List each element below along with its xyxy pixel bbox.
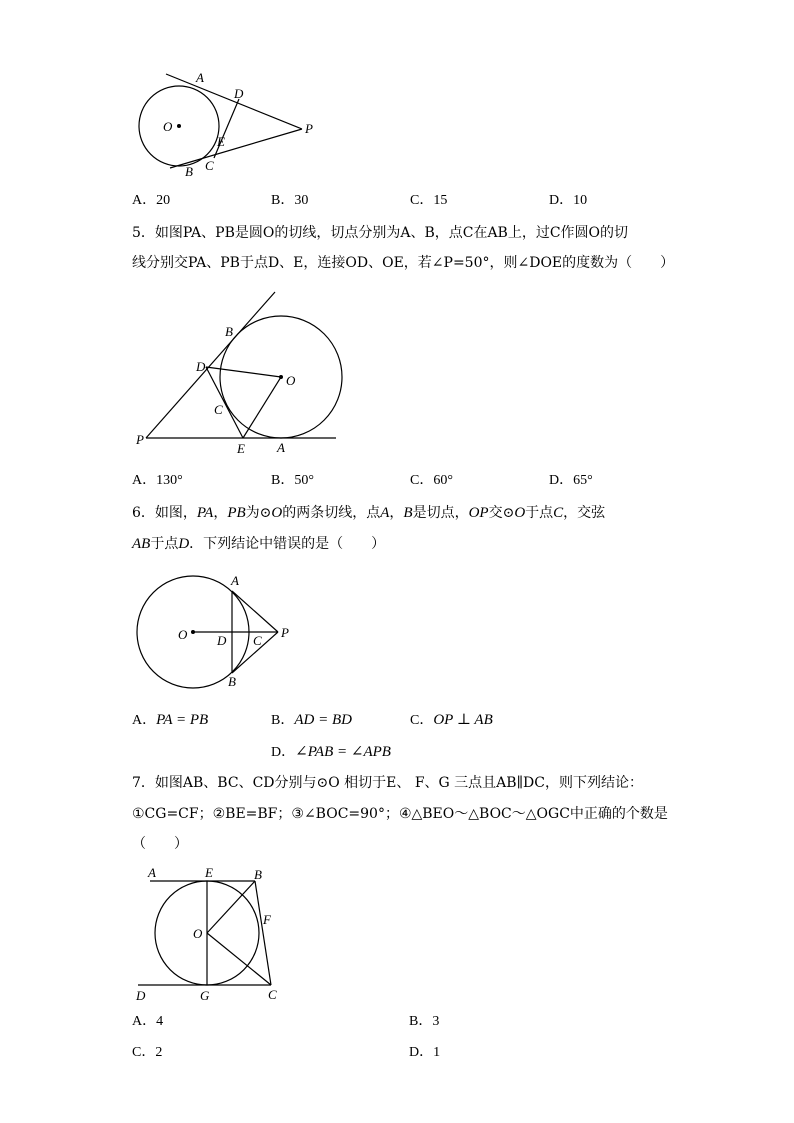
q6-option-b-expr: AD = BD bbox=[294, 712, 352, 728]
segment-oe bbox=[243, 377, 281, 438]
q6-text: ， bbox=[213, 505, 228, 521]
q7-option-b[interactable]: B．3 bbox=[409, 1014, 440, 1029]
label-c: C bbox=[253, 633, 262, 648]
q7-option-d[interactable]: D．1 bbox=[409, 1045, 441, 1060]
segment-ob bbox=[207, 881, 255, 933]
figure-q7 bbox=[130, 862, 290, 1004]
label-d: D bbox=[217, 633, 227, 648]
label-o: O bbox=[163, 119, 173, 134]
q6-math-op: OP bbox=[468, 505, 489, 521]
figure-q6 bbox=[130, 570, 300, 692]
q6-option-a-expr: PA = PB bbox=[156, 712, 209, 728]
label-d: D bbox=[234, 86, 244, 101]
q6-text: ，交弦 bbox=[563, 505, 606, 521]
label-a: A bbox=[277, 440, 285, 455]
q6-option-a-letter: A． bbox=[132, 713, 157, 728]
tangent-pa bbox=[166, 74, 302, 129]
q4-option-b[interactable]: B．30 bbox=[271, 193, 309, 208]
figure-q5 bbox=[130, 285, 350, 460]
q6-text: 6．如图， bbox=[132, 505, 197, 521]
q5-question-line2: 线分别交PA、PB于点D、E，连接OD、OE，若∠P=50°，则∠DOE的度数为（ ） bbox=[132, 255, 675, 271]
q6-math-c: C bbox=[553, 505, 564, 521]
q7-option-c[interactable]: C．2 bbox=[132, 1045, 163, 1060]
label-e: E bbox=[217, 134, 225, 149]
q6-math-pa: PA bbox=[196, 505, 214, 521]
q6-text: 的两条切线，点 bbox=[282, 505, 381, 521]
label-d: D bbox=[136, 988, 146, 1003]
q6-text: 于点 bbox=[150, 536, 179, 552]
q6-option-d-expr: ∠PAB = ∠APB bbox=[295, 744, 391, 760]
q5-question-line1: 5．如图PA、PB是圆O的切线，切点分别为A、B，点C在AB上，过C作圆O的切 bbox=[132, 225, 629, 241]
label-b: B bbox=[228, 674, 236, 689]
q6-text: ， bbox=[389, 505, 404, 521]
q5-option-c[interactable]: C．60° bbox=[410, 473, 453, 488]
label-c: C bbox=[214, 402, 223, 417]
q6-math-d: D bbox=[178, 536, 190, 552]
q6-math-o2: O bbox=[514, 505, 526, 521]
q6-option-a[interactable] bbox=[132, 710, 208, 731]
segment-oc bbox=[207, 933, 271, 985]
label-o: O bbox=[286, 373, 296, 388]
label-p: P bbox=[136, 432, 144, 447]
q6-text: ．下列结论中错误的是（ ） bbox=[189, 536, 386, 552]
q5-option-d[interactable]: D．65° bbox=[549, 473, 593, 488]
label-b: B bbox=[185, 164, 193, 179]
q6-option-b[interactable] bbox=[271, 710, 352, 731]
label-o: O bbox=[193, 926, 203, 941]
q6-math-o: O bbox=[271, 505, 283, 521]
tangent-pa bbox=[232, 591, 278, 632]
q4-option-c[interactable]: C．15 bbox=[410, 193, 448, 208]
label-a: A bbox=[148, 865, 156, 880]
q6-option-c-expr: OP ⊥ AB bbox=[433, 712, 493, 728]
tangent-pb bbox=[146, 292, 275, 438]
q6-math-b: B bbox=[403, 505, 413, 521]
label-e: E bbox=[237, 441, 245, 456]
q6-option-c-letter: C． bbox=[410, 713, 434, 728]
label-f: F bbox=[263, 912, 271, 927]
q6-text: 为⊙ bbox=[245, 505, 272, 521]
label-g: G bbox=[200, 988, 210, 1003]
q7-question-line1: 7．如图AB、BC、CD分别与⊙O 相切于E、 F、G 三点且AB∥DC，则下列结论： bbox=[132, 775, 643, 791]
q6-question-line2 bbox=[132, 534, 385, 554]
q6-option-b-letter: B． bbox=[271, 713, 295, 728]
label-b: B bbox=[225, 324, 233, 339]
label-a: A bbox=[196, 70, 204, 85]
label-p: P bbox=[281, 625, 289, 640]
segment-od bbox=[206, 367, 281, 377]
q6-math-pb: PB bbox=[227, 505, 246, 521]
q5-option-a[interactable]: A．130° bbox=[132, 473, 183, 488]
q6-option-c[interactable] bbox=[410, 710, 493, 731]
label-b: B bbox=[254, 867, 262, 882]
label-a: A bbox=[231, 573, 239, 588]
tangent-bc bbox=[255, 881, 271, 985]
tangent-de bbox=[206, 367, 243, 438]
q6-option-d-letter: D． bbox=[271, 745, 296, 760]
q7-question-line3: （ ） bbox=[132, 836, 188, 852]
label-e: E bbox=[205, 865, 213, 880]
label-d: D bbox=[196, 359, 206, 374]
q6-text: 是切点， bbox=[412, 505, 469, 521]
tangent-pb bbox=[170, 129, 302, 168]
figure-q4 bbox=[130, 70, 330, 180]
q6-math-ab: AB bbox=[132, 536, 151, 552]
label-p: P bbox=[305, 121, 313, 136]
q6-text: 交⊙ bbox=[488, 505, 515, 521]
q5-option-b[interactable]: B．50° bbox=[271, 473, 314, 488]
q6-math-a: A bbox=[380, 505, 390, 521]
label-c: C bbox=[268, 987, 277, 1002]
q7-question-line2: ①CG=CF；②BE=BF；③∠BOC=90°；④△BEO～△BOC～△OGC中正确的个数是 bbox=[132, 806, 668, 822]
q6-option-d[interactable] bbox=[271, 742, 391, 763]
q6-text: 于点 bbox=[525, 505, 554, 521]
label-c: C bbox=[205, 158, 214, 173]
center-dot bbox=[177, 124, 181, 128]
q4-option-a[interactable]: A．20 bbox=[132, 193, 171, 208]
label-o: O bbox=[178, 627, 188, 642]
q4-option-d[interactable]: D．10 bbox=[549, 193, 588, 208]
q6-question-line1 bbox=[132, 503, 605, 523]
q7-option-a[interactable]: A．4 bbox=[132, 1014, 164, 1029]
